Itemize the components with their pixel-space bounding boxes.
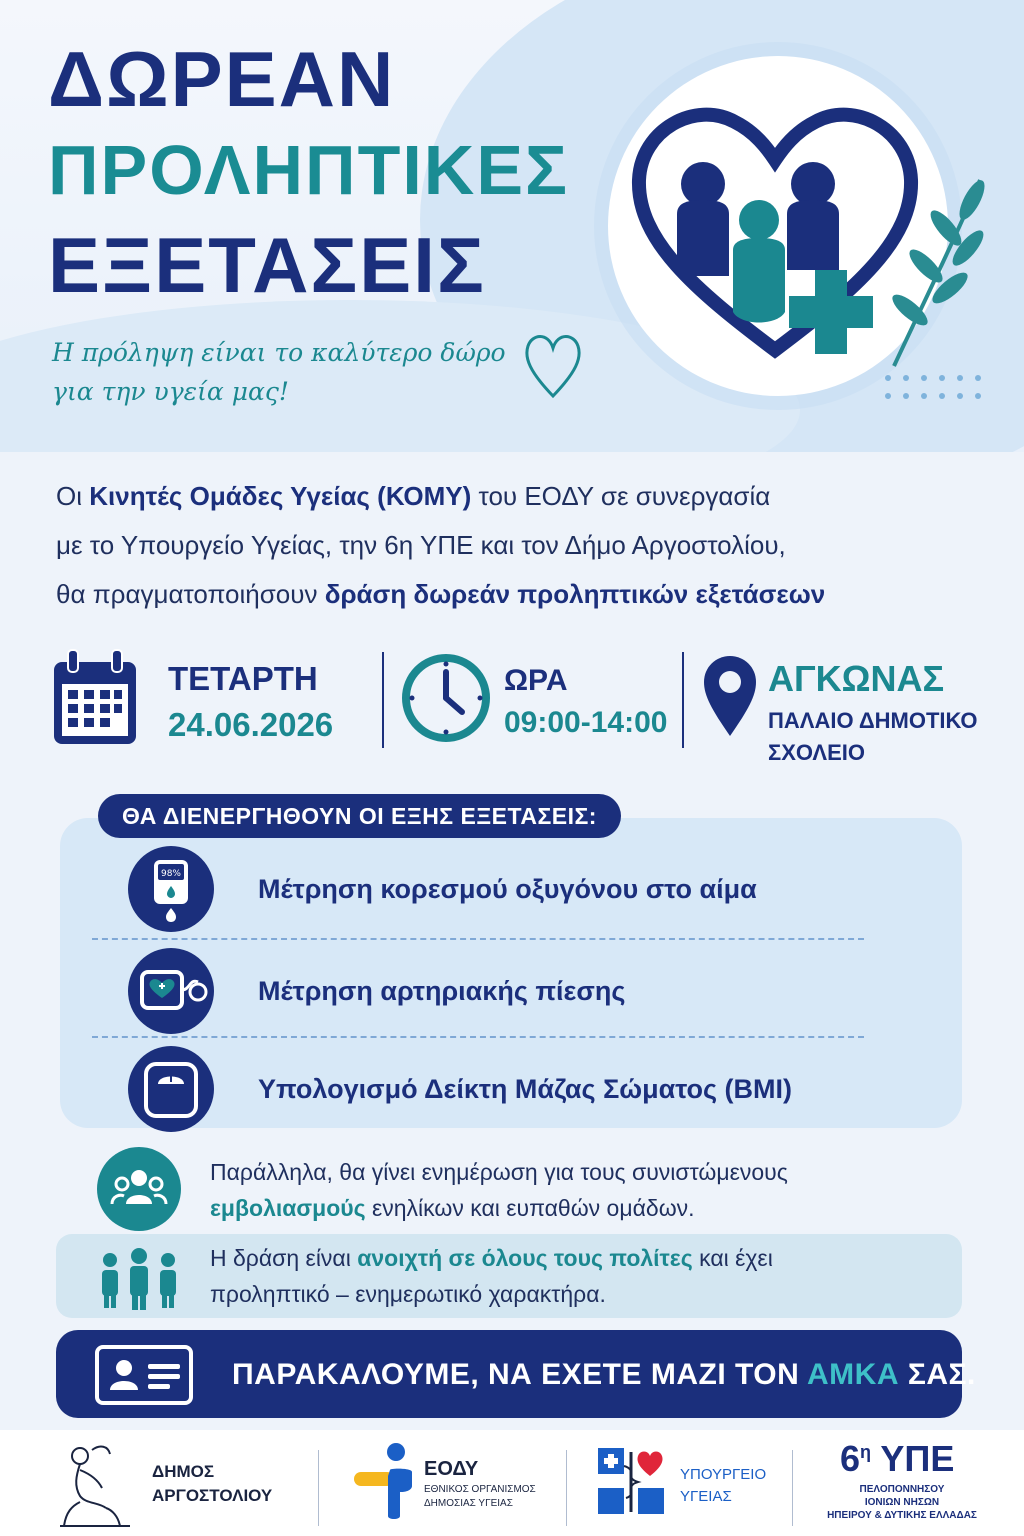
amka-text: ΣΑΣ.	[899, 1358, 976, 1391]
test-label-bmi: Υπολογισμό Δείκτη Μάζας Σώματος (BMI)	[258, 1074, 793, 1104]
title-line-3: ΕΞΕΤΑΣΕΙΣ	[48, 221, 486, 309]
note-text: Η δράση είναι	[210, 1245, 358, 1271]
footer-divider	[318, 1450, 319, 1526]
event-time: 09:00-14:00	[504, 706, 668, 739]
oximeter-icon	[128, 846, 214, 932]
venue-line-1: ΠΑΛΑΙΟ ΔΗΜΟΤΙΚΟ	[768, 708, 978, 733]
test-item	[60, 840, 960, 940]
eody-name: ΕΟΔΥ	[424, 1458, 479, 1480]
vaccination-highlight: εμβολιασμούς	[210, 1195, 366, 1221]
ype-name: ΥΠΕ	[880, 1438, 955, 1479]
open-action-note	[210, 1240, 1024, 1312]
test-item	[60, 942, 960, 1042]
ype-title	[840, 1438, 954, 1480]
id-card-icon	[94, 1344, 194, 1406]
intro-paragraph	[56, 472, 976, 619]
eody-sub-1: ΕΘΝΙΚΟΣ ΟΡΓΑΝΙΣΜΟΣ	[424, 1484, 536, 1495]
intro-text: θα πραγματοποιήσουν	[56, 579, 325, 609]
intro-line-1	[56, 472, 976, 521]
open-highlight: ανοιχτή σε όλους τους πολίτες	[357, 1245, 693, 1271]
ype-sub-2: ΙΟΝΙΩΝ ΝΗΣΩΝ	[864, 1497, 940, 1508]
venue-line-2: ΣΧΟΛΕΙΟ	[768, 740, 865, 765]
intro-line-2: με το Υπουργείο Υγείας, την 6η ΥΠΕ και τον Δήμο Αργοστολίου,	[56, 530, 786, 560]
olive-branch-icon	[880, 170, 990, 370]
oximeter-reading: 98%	[160, 869, 182, 879]
amka-banner	[56, 1330, 976, 1418]
test-label-blood-pressure: Μέτρηση αρτηριακής πίεσης	[258, 976, 626, 1006]
dashed-divider	[92, 938, 864, 940]
amka-highlight: ΑΜΚΑ	[807, 1358, 900, 1391]
test-item	[60, 1040, 960, 1140]
title-line-1: ΔΩΡΕΑΝ	[48, 35, 396, 123]
dashed-divider	[92, 1036, 864, 1038]
tagline-line-1: Η πρόληψη είναι το καλύτερο δώρο	[52, 338, 506, 367]
dimos-line-1: ΔΗΜΟΣ	[152, 1462, 215, 1481]
test-label-oxygen: Μέτρηση κορεσμού οξυγόνου στο αίμα	[258, 874, 757, 904]
vaccination-note	[210, 1154, 1024, 1226]
intro-line-3	[56, 570, 976, 619]
ministry-line-2: ΥΓΕΙΑΣ	[680, 1488, 732, 1505]
eody-logo-icon	[350, 1440, 420, 1520]
clock-icon	[400, 652, 492, 744]
location-pin-icon	[702, 654, 758, 738]
note-text: και έχει	[692, 1245, 773, 1271]
ministry-line-1: ΥΠΟΥΡΓΕΙΟ	[680, 1466, 767, 1483]
tagline	[52, 334, 506, 412]
ype-number: 6	[840, 1438, 861, 1479]
open-line-1	[210, 1240, 1024, 1276]
group-people-icon	[96, 1146, 182, 1232]
event-date: 24.06.2026	[168, 706, 334, 743]
vaccination-line-1: Παράλληλα, θα γίνει ενημέρωση για τους συνιστώμενους	[210, 1159, 788, 1185]
amka-text: ΠΑΡΑΚΑΛΟΥΜΕ, ΝΑ ΕΧΕΤΕ ΜΑΖΙ ΤΟΝ	[232, 1358, 808, 1391]
info-divider	[682, 652, 684, 748]
calendar-icon	[50, 648, 140, 748]
vaccination-line-2	[210, 1190, 1024, 1226]
tests-heading: ΘΑ ΔΙΕΝΕΡΓΗΘΟΥΝ ΟΙ ΕΞΗΣ ΕΞΕΤΑΣΕΙΣ:	[98, 794, 621, 838]
footer-divider	[566, 1450, 567, 1526]
decorative-dots	[880, 370, 990, 410]
footer-divider	[792, 1450, 793, 1526]
amka-message	[232, 1358, 976, 1392]
ype-sub-3: ΗΠΕΙΡΟΥ & ΔΥΤΙΚΗΣ ΕΛΛΑΔΑΣ	[827, 1510, 977, 1521]
scale-icon	[128, 1046, 214, 1132]
eody-sub-2: ΔΗΜΟΣΙΑΣ ΥΓΕΙΑΣ	[424, 1498, 513, 1509]
ministry-health-logo	[596, 1446, 666, 1516]
info-divider	[382, 652, 384, 748]
ype-superscript: η	[860, 1442, 872, 1462]
action-highlight: δράση δωρεάν προληπτικών εξετάσεων	[324, 579, 826, 609]
time-label: ΩΡΑ	[504, 664, 568, 697]
note-text: ενηλίκων και ευπαθών ομάδων.	[365, 1195, 695, 1221]
open-line-2: προληπτικό – ενημερωτικό χαρακτήρα.	[210, 1281, 606, 1307]
blood-pressure-icon	[128, 948, 214, 1034]
komy-highlight: Κινητές Ομάδες Υγείας (ΚΟΜΥ)	[89, 481, 472, 511]
tagline-line-2: για την υγεία μας!	[52, 376, 289, 406]
citizens-icon	[94, 1246, 184, 1310]
title-line-2: ΠΡΟΛΗΠΤΙΚΕΣ	[48, 131, 570, 209]
hermes-statue-logo	[50, 1440, 136, 1530]
ype-sub-1: ΠΕΛΟΠΟΝΝΗΣΟΥ	[859, 1484, 945, 1495]
intro-text: Οι	[56, 481, 90, 511]
event-day: ΤΕΤΑΡΤΗ	[168, 660, 318, 697]
intro-text: του ΕΟΔΥ σε συνεργασία	[471, 481, 771, 511]
dimos-line-2: ΑΡΓΟΣΤΟΛΙΟΥ	[152, 1486, 273, 1505]
event-place: ΑΓΚΩΝΑΣ	[768, 658, 945, 699]
heart-outline-icon	[520, 322, 586, 402]
